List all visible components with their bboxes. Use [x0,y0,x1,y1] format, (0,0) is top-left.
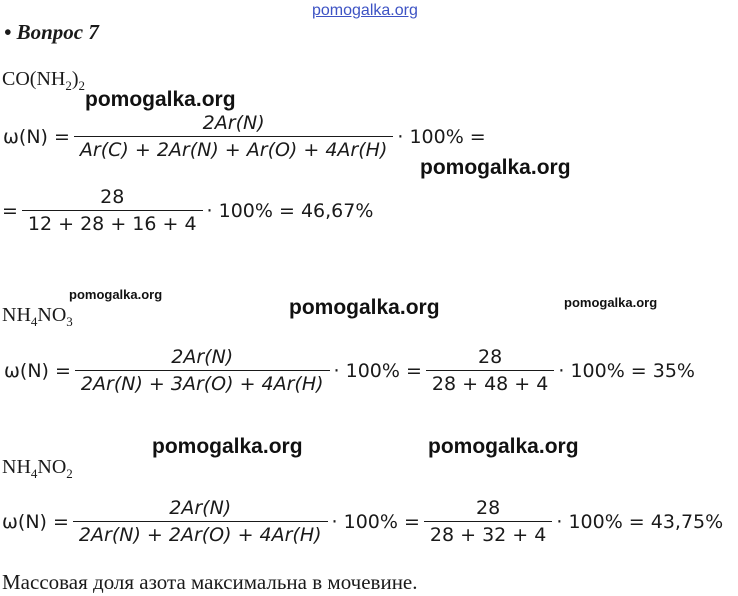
fraction-numerator: 2Ar(N) [169,497,232,519]
equation-lhs: ω(N) = [3,125,70,148]
fraction-denominator: 2Ar(N) + 3Ar(O) + 4Ar(H) [75,370,330,395]
fraction-denominator: 12 + 28 + 16 + 4 [22,210,203,235]
equation-lhs: ω(N) = [4,359,71,382]
fraction-numeric [22,186,203,235]
fraction-denominator: 28 + 32 + 4 [424,521,552,546]
equation-ammonium-nitrate [4,346,695,395]
fraction-denominator: 2Ar(N) + 2Ar(O) + 4Ar(H) [73,521,328,546]
equation-tail: · 100% = [397,125,486,148]
formula-urea: $CO(NH_2)_2$ [2,68,86,93]
fraction-numerator: 28 [478,346,503,368]
equation-result: · 100% = 35% [558,359,695,382]
fraction-numeric [424,497,552,546]
watermark-text: pomogalka.org [85,88,236,111]
fraction-symbolic [74,112,393,161]
equation-mid: · 100% = [331,510,420,533]
fraction-numerator: 2Ar(N) [171,346,234,368]
fraction-numeric [426,346,554,395]
watermark-text: pomogalka.org [289,296,440,319]
watermark-text: pomogalka.org [564,295,658,310]
equation-lhs: ω(N) = [2,510,69,533]
fraction-symbolic [75,346,330,395]
equation-urea-line1 [3,112,486,161]
equation-ammonium-nitrite [2,497,723,546]
watermark-text: pomogalka.org [420,156,571,179]
watermark-link-top[interactable]: pomogalka.org [312,2,418,19]
equation-result: · 100% = 46,67% [206,199,374,222]
fraction-denominator: Ar(C) + 2Ar(N) + Ar(O) + 4Ar(H) [74,136,393,161]
watermark-text: pomogalka.org [69,287,163,302]
question-title: • Вопрос 7 [4,20,99,44]
formula-ammonium-nitrate: $NH_4NO_3$ [2,304,73,329]
fraction-numerator: 28 [100,186,125,208]
fraction-symbolic [73,497,328,546]
conclusion-text: Массовая доля азота максимальна в мочевине. [2,570,418,594]
fraction-numerator: 2Ar(N) [202,112,265,134]
fraction-denominator: 28 + 48 + 4 [426,370,554,395]
equation-result: · 100% = 43,75% [556,510,724,533]
equation-mid: · 100% = [333,359,422,382]
watermark-text: pomogalka.org [428,435,579,458]
equation-urea-line2 [2,186,373,235]
watermark-text: pomogalka.org [152,435,303,458]
fraction-numerator: 28 [476,497,501,519]
formula-ammonium-nitrite: $NH_4NO_2$ [2,456,73,481]
equation-equals: = [2,199,18,222]
